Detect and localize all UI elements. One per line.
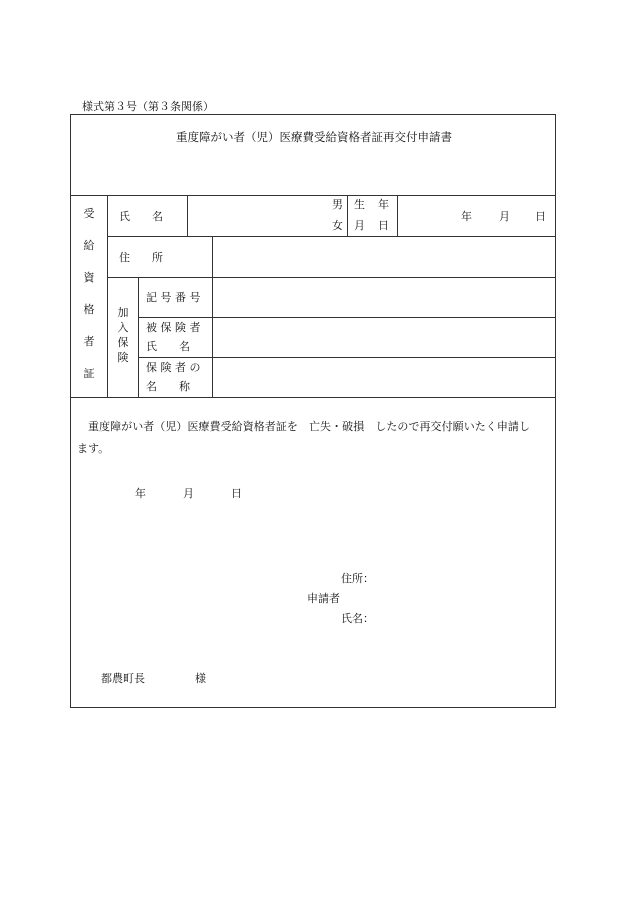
- symbol-number-field[interactable]: [214, 279, 554, 315]
- rule: [138, 317, 556, 318]
- addressee-office: 都農町長: [101, 672, 145, 685]
- rule: [71, 195, 556, 196]
- applicant-role-label: 申請者: [307, 592, 340, 605]
- name-label: 氏 名: [119, 210, 163, 223]
- insurer-name-label-2: 名 称: [146, 380, 190, 393]
- addressee-honorific: 様: [195, 672, 206, 685]
- address-label: 住 所: [119, 251, 163, 264]
- insured-name-field[interactable]: [214, 319, 554, 355]
- insurance-char: 加: [117, 306, 129, 319]
- heading-char: 資: [83, 271, 95, 284]
- rule: [212, 236, 213, 397]
- birth-label-sei: 生: [354, 198, 365, 211]
- insurance-char: 険: [117, 351, 129, 364]
- applicant-address-label: 住所：: [341, 572, 374, 585]
- birth-label-nichi: 日: [378, 219, 389, 232]
- name-field[interactable]: [189, 197, 345, 234]
- birth-label-nen: 年: [378, 198, 389, 211]
- rule: [71, 397, 556, 398]
- rule: [107, 236, 556, 237]
- rule: [107, 195, 108, 397]
- symbol-number-label: 記 号 番 号: [146, 291, 201, 304]
- insurance-heading: [116, 307, 130, 366]
- form-title: 重度障がい者（児）医療費受給資格者証再交付申請書: [176, 130, 452, 144]
- heading-char: 給: [83, 239, 95, 252]
- statement-line-1: 重度障がい者（児）医療費受給資格者証を 亡失・破損 したので再交付願いたく申請し: [88, 420, 530, 433]
- insurance-char: 保: [117, 336, 129, 349]
- birth-date-year: 年: [461, 210, 472, 223]
- address-field[interactable]: [214, 238, 554, 275]
- date-year: 年: [135, 487, 146, 500]
- heading-char: 証: [83, 367, 95, 380]
- applicant-name-label: 氏名：: [341, 612, 374, 625]
- birth-date-field[interactable]: [399, 197, 554, 234]
- insurance-char: 入: [117, 321, 129, 334]
- heading-char: 格: [83, 303, 95, 316]
- rule: [397, 195, 398, 236]
- insurer-name-label-1: 保 険 者 の: [146, 361, 201, 374]
- application-form: [70, 114, 556, 708]
- insured-name-label-1: 被 保 険 者: [146, 321, 201, 334]
- date-day: 日: [231, 487, 242, 500]
- female-label: 女: [332, 219, 343, 232]
- heading-char: 受: [83, 207, 95, 220]
- birth-date-month: 月: [499, 210, 510, 223]
- heading-char: 者: [83, 335, 95, 348]
- date-month: 月: [183, 487, 194, 500]
- birth-date-day: 日: [535, 210, 546, 223]
- form-number: 様式第３号（第３条関係）: [82, 100, 214, 113]
- insured-name-label-2: 氏 名: [146, 340, 190, 353]
- birth-label-getsu: 月: [354, 219, 365, 232]
- rule: [187, 195, 188, 236]
- male-label: 男: [332, 198, 343, 211]
- rule: [138, 357, 556, 358]
- rule: [138, 277, 139, 397]
- insurer-name-field[interactable]: [214, 359, 554, 395]
- rule: [347, 195, 348, 236]
- rule: [107, 277, 556, 278]
- certificate-heading: [82, 208, 96, 382]
- statement-line-2: ます。: [77, 442, 110, 455]
